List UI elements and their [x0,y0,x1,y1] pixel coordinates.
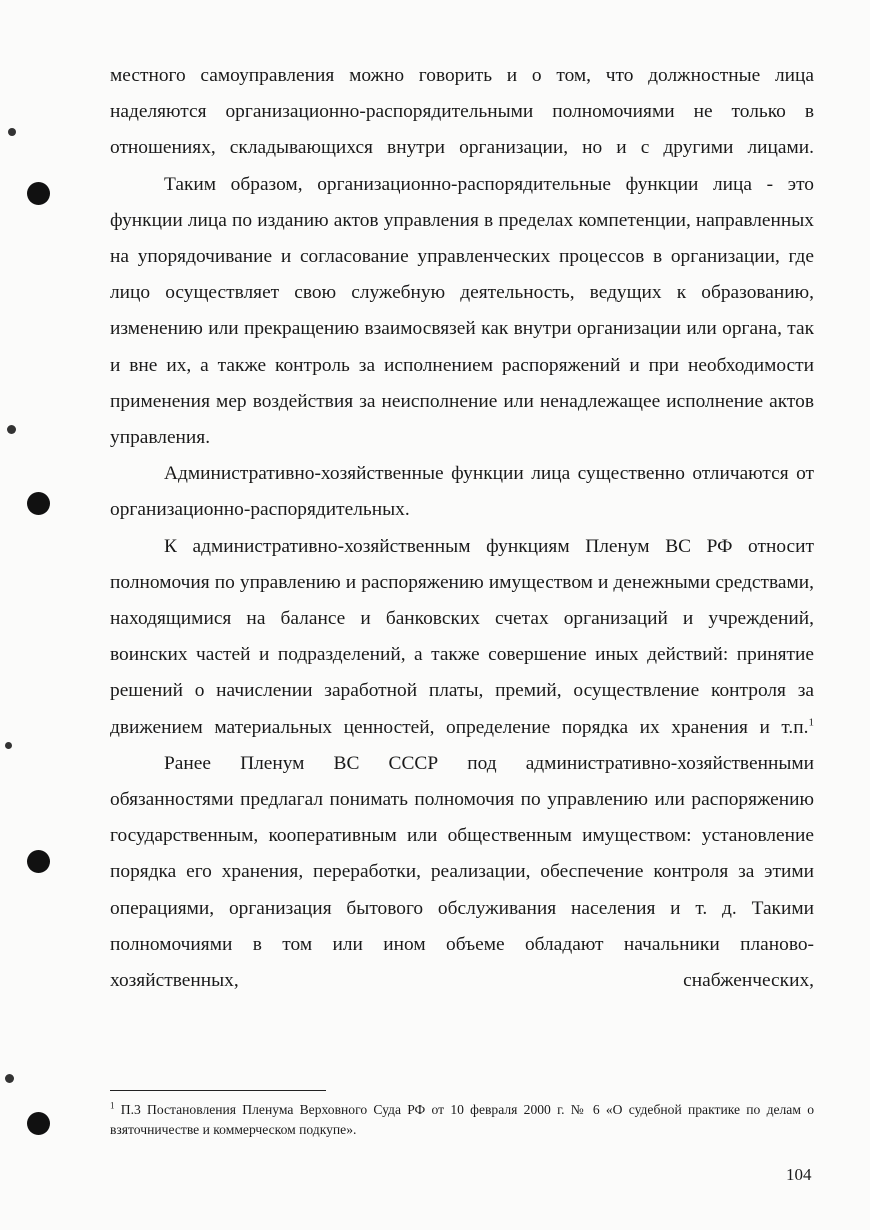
page-number: 104 [786,1165,812,1184]
paragraph: Таким образом, организационно-распорядительные функции лица - это функции лица по изданию актов управления в пределах компетенции, направленных на упорядочивание и согласование управленческих процессов в организации, где лицо осуществляет свою служебную деятельность, ведущих к образованию, изменению или прекращению взаимосвязей как внутри организации или органа, так и вне их, а также контроль за исполнением распоряжений и при необходимости применения мер воздействия за неисполнение или ненадлежащее исполнение актов управления. [110,173,814,449]
paragraph: Ранее Пленум ВС СССР под административно-хозяйственными обязанностями предлагал понимать полномочия по управлению или распоряжению государственным, кооперативным или общественным имуществом: установление порядка его хранения, переработки, реализации, обеспечение контроля за этими операциями, организация бытового обслуживания населения и т. д. Такими полномочиями в том или ином объеме обладают начальники планово-хозяйственных, снабженческих, [110,752,814,992]
punch-hole [27,182,50,205]
punch-hole [27,850,50,873]
footnote-separator [110,1090,326,1091]
scan-speck [8,128,16,136]
footnote [110,1100,814,1140]
footnote-reference: 1 [808,716,814,729]
body-text [110,58,814,999]
paragraph: местного самоуправления можно говорить и о том, что должностные лица наделяются организационно-распорядительными полномочиями не только в отношениях, складывающихся внутри организации, но и с другими лицами. [110,65,814,159]
punch-hole [27,1112,50,1135]
paragraph [110,529,814,746]
punch-hole [27,492,50,515]
scan-speck [7,425,16,434]
footnote-text: П.3 Постановления Пленума Верховного Суда РФ от 10 февраля 2000 г. № 6 «О судебной практике по делам о взяточничестве и коммерческом подкупе». [110,1102,814,1137]
paragraph-text: К административно-хозяйственным функциям Пленум ВС РФ относит полномочия по управлению и распоряжению имуществом и денежными средствами, находящимися на балансе и банковских счетах организаций и учреждений, воинских частей и подразделений, а также совершение иных действий: принятие решений о начислении заработной платы, премий, осуществление контроля за движением материальных ценностей, определение порядка их хранения и т.п. [110,535,814,738]
scan-speck [5,742,12,749]
paragraph: Административно-хозяйственные функции лица существенно отличаются от организационно-распорядительных. [110,463,814,521]
scan-speck [5,1074,14,1083]
footnote-marker: 1 [110,1100,115,1111]
